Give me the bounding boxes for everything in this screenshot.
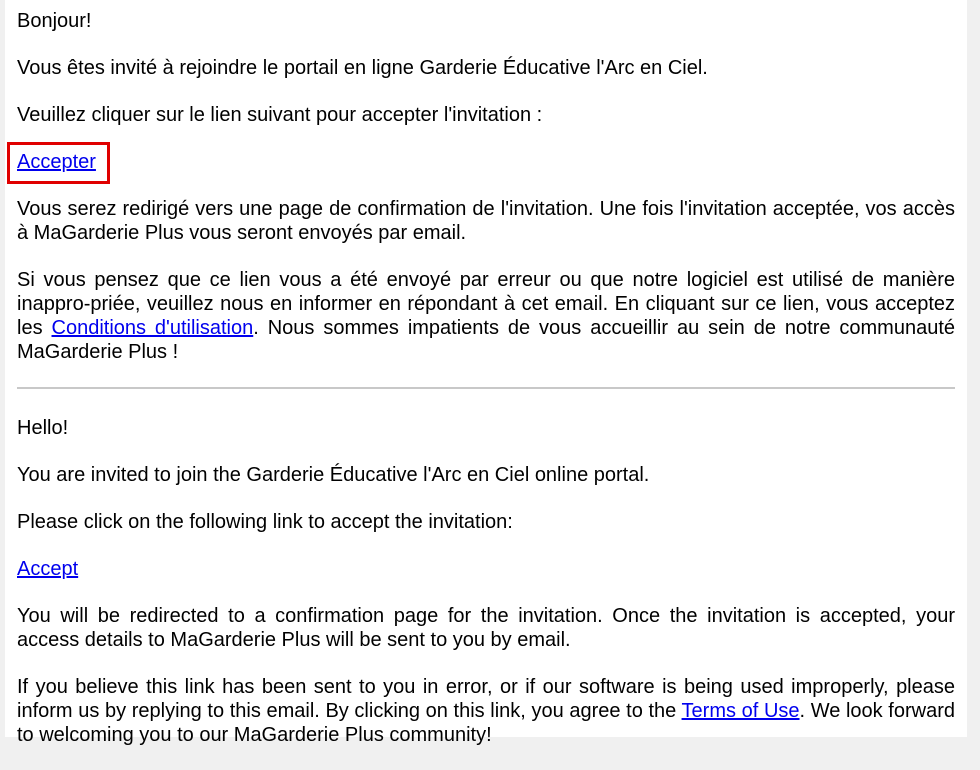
en-accept-link[interactable]: Accept: [17, 558, 79, 580]
en-invite-text: You are invited to join the Garderie Éducative l'Arc en Ciel online portal.: [17, 464, 650, 486]
en-error-text: If you believe this link has been sent to you in error, or if our software is being used improperly, please inform us by replying to this email. By clicking on this link, you agree to the: [17, 676, 955, 722]
en-terms-link[interactable]: Terms of Use: [681, 700, 800, 722]
en-redirect-text: You will be redirected to a confirmation page for the invitation. Once the invitation is accepted, your access details to MaGarderie Plus will be sent to you by email.: [17, 605, 955, 651]
fr-error-paragraph: [17, 268, 955, 364]
fr-error-text: Si vous pensez que ce lien vous a été envoyé par erreur ou que notre logiciel est utilisé de manière inappro-priée, veuillez nous en informer en répondant à cet email. En cliquant sur ce lien, vous acceptez les: [17, 269, 955, 339]
en-instruction-text: Please click on the following link to accept the invitation:: [17, 511, 513, 533]
en-accept-paragraph: [17, 557, 955, 581]
fr-instruction-text: Veuillez cliquer sur le lien suivant pour accepter l'invitation :: [17, 104, 543, 126]
fr-greeting: Bonjour!: [17, 10, 92, 32]
fr-terms-link[interactable]: Conditions d'utilisation: [51, 317, 254, 339]
fr-accept-paragraph: [17, 150, 955, 174]
fr-invite-text: Vous êtes invité à rejoindre le portail en ligne Garderie Éducative l'Arc en Ciel.: [17, 57, 708, 79]
fr-accept-highlight: [17, 150, 96, 174]
en-greeting: Hello!: [17, 417, 69, 439]
fr-redirect-text: Vous serez redirigé vers une page de confirmation de l'invitation. Une fois l'invitation acceptée, vos accès à MaGarderie Plus vous seront envoyés par email.: [17, 198, 955, 244]
en-error-paragraph: [17, 675, 955, 747]
email-body: [5, 0, 967, 746]
fr-accept-link[interactable]: Accepter: [17, 151, 96, 173]
email-content: [17, 9, 955, 770]
en-closing-text: . We look forward to welcoming you to our MaGarderie Plus community!: [17, 700, 955, 746]
fr-closing-text: . Nous sommes impatients de vous accueillir au sein de notre communauté MaGarderie Plus !: [17, 317, 956, 363]
language-divider: [17, 387, 955, 389]
